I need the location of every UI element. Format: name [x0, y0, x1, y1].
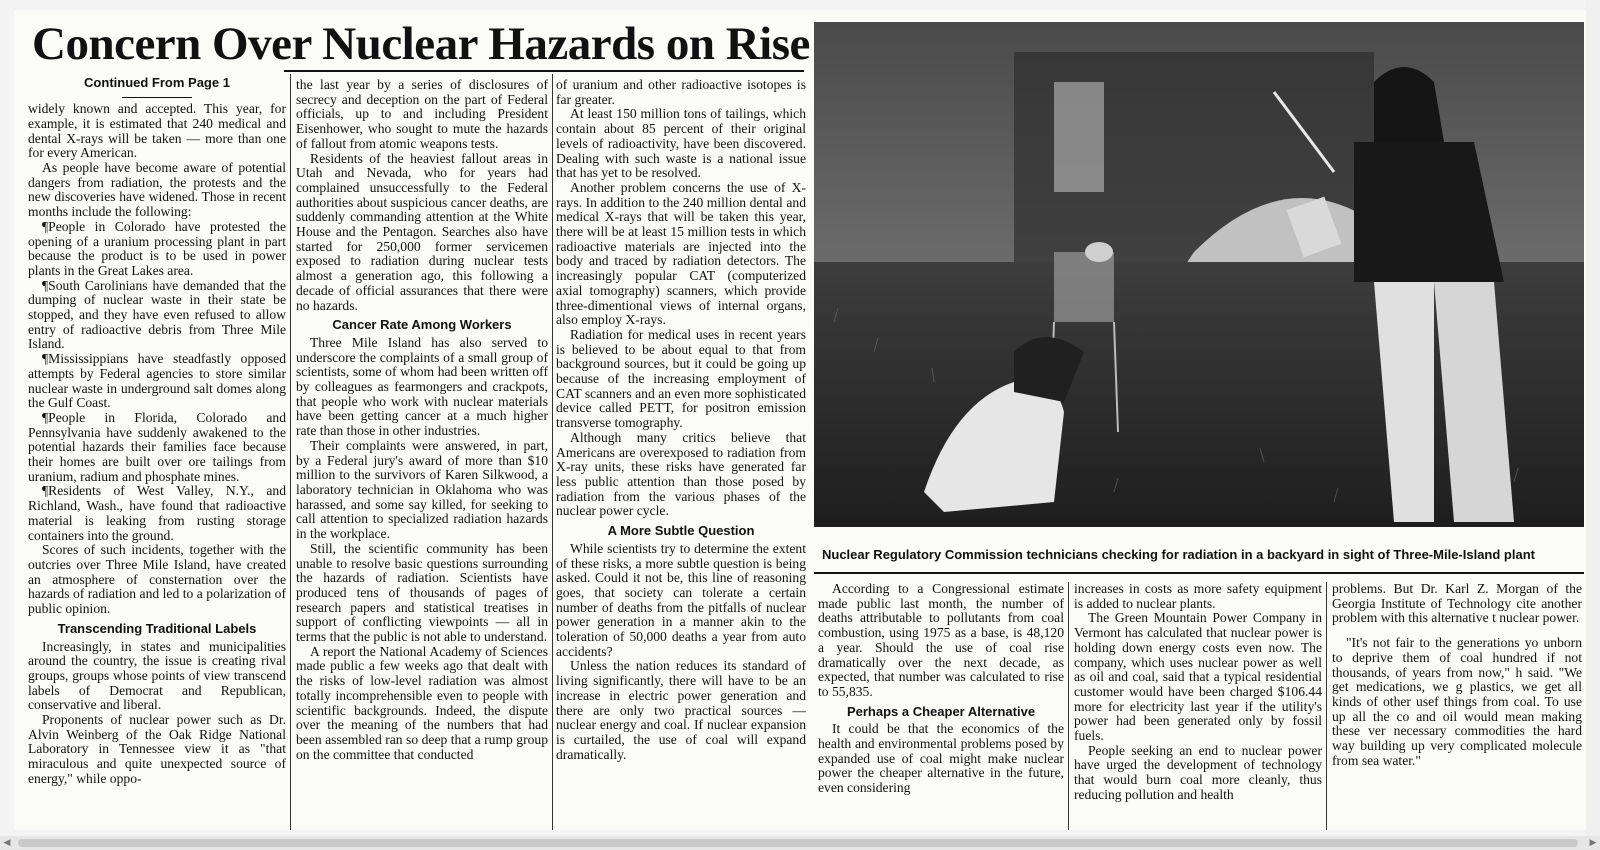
headline: Concern Over Nuclear Hazards on Rise	[32, 18, 810, 70]
horizontal-scrollbar[interactable]	[0, 836, 1600, 850]
continued-kicker: Continued From Page 1	[84, 75, 230, 90]
paragraph: It could be that the economics of the health and environmental problems posed by expanded use of coal might make nuclear power the cheaper alternative in the future, even considering	[818, 721, 1064, 796]
paragraph: ¶Residents of West Valley, N.Y., and Richland, Wash., have found that radioactive material is leaking from rusting storage containers into the ground.	[28, 483, 286, 543]
caption-rule	[814, 572, 1584, 574]
paragraph: Increasingly, in states and municipalities around the country, the issue is creating rival groups, groups whose points of view transcend labels of Democrat and Republican, conservative and liberal.	[28, 638, 286, 713]
column-1	[28, 74, 286, 830]
subhead: Transcending Traditional Labels	[57, 620, 257, 636]
photo-caption: Nuclear Regulatory Commission technicians checking for radiation in a backyard in sight of Three-Mile-Island plant	[822, 547, 1535, 562]
column-rule	[1068, 582, 1069, 830]
paragraph: increases in costs as more safety equipment is added to nuclear plants.	[1074, 582, 1322, 611]
column-3	[556, 78, 806, 830]
paragraph: As people have become aware of potential dangers from radiation, the protests and the new discoveries have widened. Those in recent months include the following:	[28, 160, 286, 220]
paragraph: widely known and accepted. This year, for example, it is estimated that 240 medical and dental X-rays will be taken — more than one for every American.	[28, 101, 286, 161]
column-rule	[552, 74, 553, 830]
column-4	[818, 582, 1064, 830]
paragraph: While scientists try to determine the extent of these risks, a more subtle question is being asked. Could it not be, this line of reasoning goes, that society can tolerate a certain number of deaths from the pitfalls of nuclear power generation in a manner akin to the toleration of 50,000 deaths a year from auto accidents?	[556, 540, 806, 659]
kicker-rule	[122, 97, 192, 99]
paragraph: ¶People in Florida, Colorado and Pennsylvania have suddenly awakened to the potential hazards their families face because their homes are built over ore tailings from uranium, radium and phosphate mines.	[28, 409, 286, 484]
column-6	[1332, 582, 1582, 830]
paragraph: According to a Congressional estimate made public last month, the number of deaths attributable to pollutants from coal combustion, using 1975 as a base, is 48,120 a year. Should the use of coal rise dramatically over the next decade, as expected, that number was calculated to rise to 55,835.	[818, 582, 1064, 699]
paragraph: Although many critics believe that Americans are overexposed to radiation from X-ray units, these risks have generated far less public attention than those posed by radiation from the various phases of the nuclear power cycle.	[556, 429, 806, 519]
vertical-scrollbar[interactable]	[1586, 0, 1600, 836]
paragraph: problems. But Dr. Karl Z. Morgan of the Georgia Institute of Technology cite another problem with this alternative t nuclear power.	[1332, 582, 1582, 626]
column-rule	[290, 74, 291, 830]
paragraph: Radiation for medical uses in recent years is believed to be about equal to that from background sources, but it could be going up because of the increasing employment of CAT scanners and an even more sophisticated device called PETT, for positron emission transverse tomography.	[556, 326, 806, 431]
subhead: Perhaps a Cheaper Alternative	[846, 703, 1036, 719]
paragraph: "It's not fair to the generations yo unborn to deprive them of coal hundred if not thousands, of years from now," h said. "We get medications, we g plastics, we get all kinds of other usef things from coal. To use up all the co and oil would mean making these ver necessary commodities the hard way building up very complicated molecule from sea water."	[1332, 635, 1582, 768]
scrollbar-thumb[interactable]	[18, 839, 1578, 847]
subhead: Cancer Rate Among Workers	[332, 317, 512, 333]
paragraph: A report the National Academy of Sciences made public a few weeks ago that dealt with the risks of low-level radiation was almost totally incomprehensible even to people with scientific backgrounds. Indeed, the dispute over the meaning of the numbers that had been assembled ran so deep that a rump group on the committee that conducted	[296, 643, 548, 762]
paragraph: Three Mile Island has also served to underscore the complaints of a small group of scientists, some of whom had been written off by colleagues as fearmongers and crackpots, that people who work with nuclear materials have been getting cancer at a much higher rate than those in other industries.	[296, 334, 548, 439]
paragraph: Scores of such incidents, together with the outcries over Three Mile Island, have created an atmosphere of consternation over the hazards of radiation and led to a polarization of public opinion.	[28, 542, 286, 617]
paragraph: ¶Mississippians have steadfastly opposed attempts by Federal agencies to store similar nuclear waste in underground salt domes along the Gulf Coast.	[28, 351, 286, 411]
paragraph: of uranium and other radioactive isotopes is far greater.	[556, 78, 806, 107]
newspaper-page	[14, 10, 1586, 830]
paragraph: People seeking an end to nuclear power have urged the development of technology that would burn coal more cleanly, thus reducing pollution and health	[1074, 742, 1322, 802]
photo-image	[814, 22, 1584, 527]
scroll-left-icon[interactable]: ◀	[3, 838, 11, 848]
paragraph: Still, the scientific community has been unable to resolve basic questions surrounding the hazards of radiation. Scientists have produced tens of thousands of pages of research papers and statistical treatises in support of conflicting viewpoints — all in terms that the public is not able to understand.	[296, 540, 548, 645]
paragraph: The Green Mountain Power Company in Vermont has calculated that nuclear power is holding down energy costs even now. The company, which uses nuclear power as well as oil and coal, said that a typical residential customer would have been charged $106.44 more for electricity last year if the utility's power had been generated only by fossil fuels.	[1074, 610, 1322, 744]
paragraph: Residents of the heaviest fallout areas in Utah and Nevada, who for years had complained unsuccessfully to the Federal authorities about suspicious cancer deaths, are suddenly commanding attention at the White House and the Pentagon. Searches also have started for 250,000 former servicemen exposed to radiation during nuclear tests almost a generation ago, this following a decade of official assurances that there were no hazards.	[296, 150, 548, 313]
column-2	[296, 78, 548, 830]
scroll-right-icon[interactable]: ▶	[1589, 838, 1597, 848]
headline-rule	[284, 70, 804, 72]
paragraph: ¶People in Colorado have protested the opening of a uranium processing plant in part because the product is to be used in power plants in the Great Lakes area.	[28, 218, 286, 278]
column-5	[1074, 582, 1322, 830]
column-rule	[1326, 582, 1327, 830]
paragraph: Unless the nation reduces its standard of living significantly, there will have to be an increase in electric power generation and there are only two practical sources — nuclear energy and coal. If nuclear expansion is curtailed, the use of coal will expand dramatically.	[556, 658, 806, 762]
paragraph: Their complaints were answered, in part, by a Federal jury's award of more than $10 million to the survivors of Karen Silkwood, a laboratory technician in Oklahoma who was harassed, and some say killed, for seeking to call attention to specialized radiation hazards in the workplace.	[296, 437, 548, 542]
paragraph: the last year by a series of disclosures of secrecy and deception on the part of Federal officials, up to and including President Eisenhower, who sought to mute the hazards of fallout from atomic weapons tests.	[296, 78, 548, 151]
paragraph: At least 150 million tons of tailings, which contain about 85 percent of their original levels of radioactivity, have been discovered. Dealing with such waste is a national issue that has yet to be resolved.	[556, 106, 806, 181]
paragraph: Another problem concerns the use of X-rays. In addition to the 240 million dental and medical X-rays that will be taken this year, there will be at least 15 million tests in which radioactive materials are injected into the body and traced by radiation detectors. The increasingly popular CAT (computerized axial tomography) scanners, which provide three-dimentional views of internal organs, also employ X-rays.	[556, 179, 806, 328]
news-photo	[814, 22, 1584, 527]
paragraph: Proponents of nuclear power such as Dr. Alvin Weinberg of the Oak Ridge National Laboratory in Tennessee view it as "that miraculous and quite unexpected source of energy," while oppo-	[28, 712, 286, 786]
paragraph: ¶South Carolinians have demanded that the dumping of nuclear waste in their state be stopped, and they have even refused to allow entry of radioactive debris from Three Mile Island.	[28, 277, 286, 352]
subhead: A More Subtle Question	[607, 523, 755, 539]
